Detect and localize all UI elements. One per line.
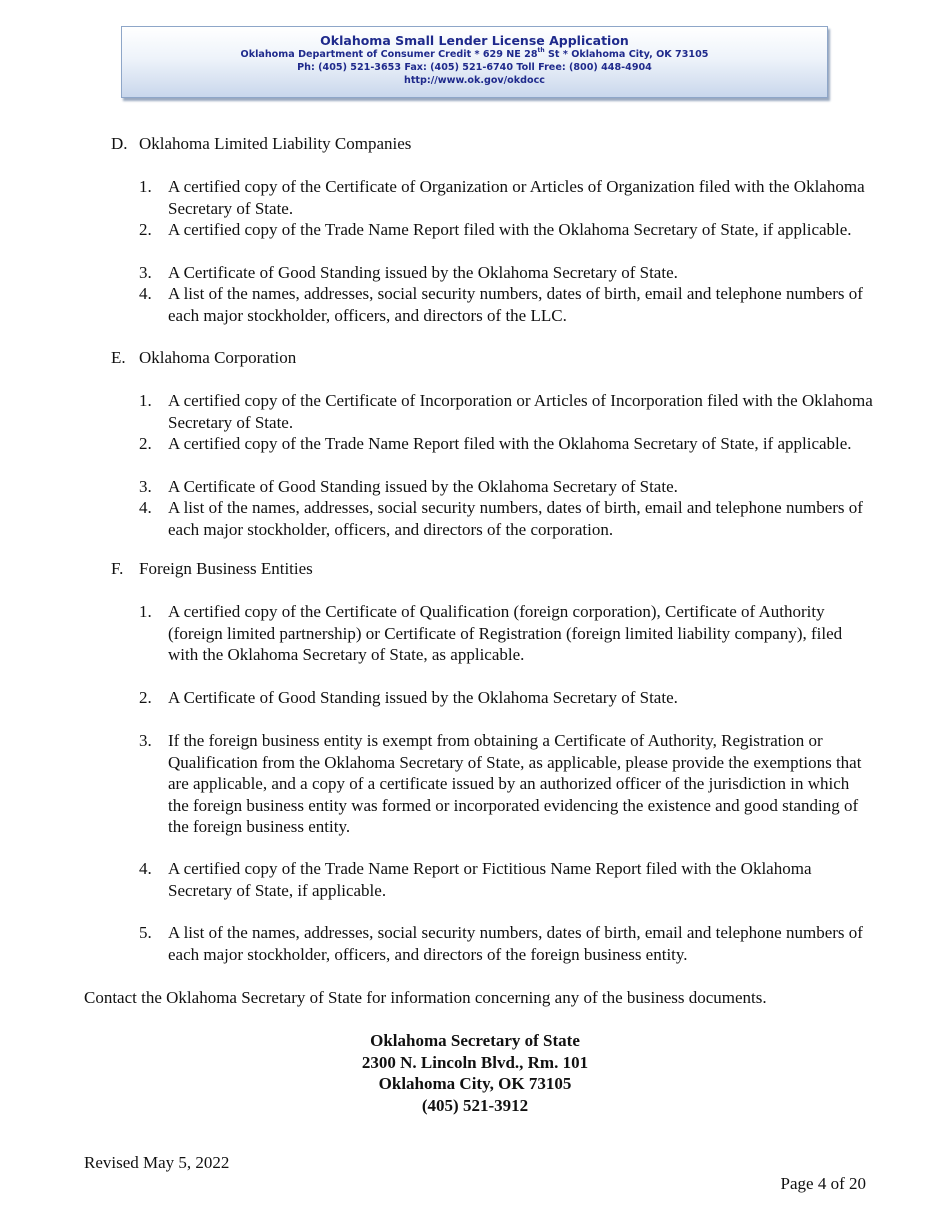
section-d-heading: D. Oklahoma Limited Liability Companies xyxy=(111,134,412,153)
list-item: 4. A list of the names, addresses, social security numbers, dates of birth, email and telephone numbers of each major stockholder, officers, and directors of the LLC. xyxy=(139,284,863,325)
address-city: Oklahoma City, OK 73105 xyxy=(378,1074,572,1093)
header-url-link[interactable]: http://www.ok.gov/okdocc xyxy=(404,75,545,86)
list-item: 5. A list of the names, addresses, social security numbers, dates of birth, email and telephone numbers of each major stockholder, officers, and directors of the foreign business entity. xyxy=(139,923,863,964)
list-item: 2. A certified copy of the Trade Name Report filed with the Oklahoma Secretary of State, if applicable. xyxy=(139,220,852,239)
list-item: 3. If the foreign business entity is exempt from obtaining a Certificate of Authority, Registration or Qualification from the Oklahoma Secretary of State, as applicable, please provide the exemptions that are applicable, and a copy of a certificate issued by an authorized officer of the jurisdiction in which the foreign business entity was formed or incorporated evidencing the existence and good standing of the foreign business entity. xyxy=(139,731,862,836)
list-item: 2. A certified copy of the Trade Name Report filed with the Oklahoma Secretary of State, if applicable. xyxy=(139,434,852,453)
section-f-heading: F. Foreign Business Entities xyxy=(111,559,313,578)
contact-note: Contact the Oklahoma Secretary of State for information concerning any of the business documents. xyxy=(84,988,767,1007)
list-item: 4. A list of the names, addresses, social security numbers, dates of birth, email and telephone numbers of each major stockholder, officers, and directors of the corporation. xyxy=(139,498,863,539)
list-item: 4. A certified copy of the Trade Name Report or Fictitious Name Report filed with the Oklahoma Secretary of State, if applicable. xyxy=(139,859,812,900)
address-street: 2300 N. Lincoln Blvd., Rm. 101 xyxy=(361,1052,589,1072)
list-item: 1. A certified copy of the Certificate of Organization or Articles of Organization filed with the Oklahoma Secretary of State. xyxy=(139,177,865,218)
address-phone: (405) 521-3912 xyxy=(421,1095,529,1115)
header-phone-line: Ph: (405) 521-3653 Fax: (405) 521-6740 Toll Free: (800) 448-4904 xyxy=(297,62,652,73)
list-item: 1. A certified copy of the Certificate of Incorporation or Articles of Incorporation filed with the Oklahoma Secretary of State. xyxy=(139,391,873,432)
list-item: 3. A Certificate of Good Standing issued by the Oklahoma Secretary of State. xyxy=(139,477,678,496)
revised-date: Revised May 5, 2022 xyxy=(84,1153,230,1172)
list-item: 3. A Certificate of Good Standing issued by the Oklahoma Secretary of State. xyxy=(139,263,678,282)
header-department-line: Oklahoma Department of Consumer Credit * 629 NE 28th St * Oklahoma City, OK 73105 xyxy=(240,47,709,60)
address-name: Oklahoma Secretary of State xyxy=(370,1031,580,1050)
section-e-heading: E. Oklahoma Corporation xyxy=(111,348,297,367)
page-header-banner xyxy=(121,26,828,98)
header-title: Oklahoma Small Lender License Application xyxy=(320,33,629,48)
secretary-of-state-address xyxy=(0,1030,950,1116)
list-item: 1. A certified copy of the Certificate of Qualification (foreign corporation), Certificate of Authority (foreign limited partnership) or Certificate of Registration (foreign limited liability company), filed with the Oklahoma Secretary of State, as applicable. xyxy=(139,602,843,664)
list-item: 2. A Certificate of Good Standing issued by the Oklahoma Secretary of State. xyxy=(139,688,678,707)
page-number: Page 4 of 20 xyxy=(780,1174,866,1193)
